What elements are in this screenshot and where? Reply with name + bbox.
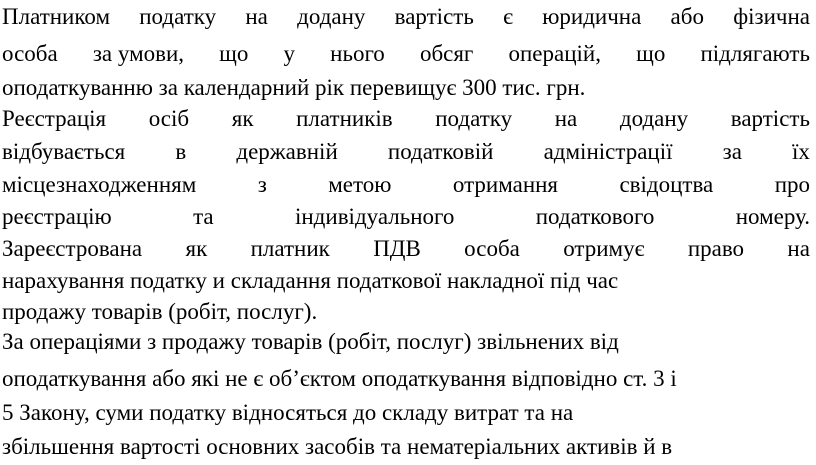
word: податку: [139, 4, 217, 29]
word: на: [245, 4, 268, 29]
word: за: [722, 139, 742, 164]
word: вартість: [730, 106, 810, 131]
word: про: [774, 172, 810, 197]
word: додану: [297, 4, 366, 29]
word: особа: [2, 41, 58, 66]
line-text: збільшення вартості основних засобів та нематеріальних активів й в: [2, 434, 673, 459]
word: що: [219, 41, 249, 66]
word: обсяг: [419, 41, 474, 66]
word: вартість: [394, 4, 474, 29]
p2-line-1: [2, 104, 810, 134]
word: їх: [792, 139, 810, 164]
word: індивідуального: [294, 204, 455, 229]
word: відбувається: [2, 139, 126, 164]
word: додану: [619, 106, 689, 131]
word: ПДВ: [373, 236, 421, 261]
line-text: оподаткуванню за календарний рік перевищує 300 тис. грн.: [2, 75, 586, 100]
p3-line-3: [2, 398, 573, 428]
word: з: [257, 172, 267, 197]
line-text: нарахування податку и складання податкової накладної під час: [2, 268, 619, 293]
word: у: [283, 41, 296, 66]
word: реєстрацію: [2, 204, 112, 229]
p2-line-4: [2, 202, 810, 232]
word: податку: [435, 106, 513, 131]
word: номеру.: [735, 204, 810, 229]
word: на: [554, 106, 578, 131]
p2-line-6: [2, 266, 618, 296]
p3-line-4: [2, 432, 672, 462]
p1-line-2: [2, 39, 810, 69]
word: в: [175, 139, 187, 164]
word: на: [787, 236, 810, 261]
word: операцій,: [508, 41, 601, 66]
word: платників: [296, 106, 393, 131]
word: свідоцтва: [619, 172, 714, 197]
word: осіб: [148, 106, 190, 131]
word: підлягають: [700, 41, 810, 66]
word: платник: [250, 236, 330, 261]
p3-line-1: [2, 327, 619, 357]
word: метою: [328, 172, 392, 197]
word: що: [636, 41, 666, 66]
word: особа: [464, 236, 520, 261]
word: отримання: [452, 172, 559, 197]
word: державній: [236, 139, 338, 164]
word: юридична: [542, 4, 642, 29]
p2-line-7: [2, 297, 317, 327]
p2-line-3: [2, 170, 810, 200]
word: адміністрації: [543, 139, 673, 164]
word: або: [670, 4, 704, 29]
line-text: продажу товарів (робіт, послуг).: [2, 299, 318, 324]
word: Реєстрація: [2, 106, 107, 131]
word: Платником: [2, 4, 110, 29]
word: нього: [330, 41, 385, 66]
p2-line-5: [2, 234, 810, 264]
p2-line-2: [2, 137, 810, 167]
line-text: оподаткування або які не є об’єктом оподаткування відповідно ст. 3 і: [2, 366, 677, 391]
word: податкового: [535, 204, 655, 229]
line-text: 5 Закону, суми податку відносяться до складу витрат та на: [2, 400, 574, 425]
word: є: [503, 4, 513, 29]
word: право: [687, 236, 745, 261]
word: як: [185, 236, 208, 261]
word: фізична: [733, 4, 810, 29]
word: як: [231, 106, 254, 131]
word: податковій: [387, 139, 494, 164]
word: Зареєстрована: [2, 236, 143, 261]
word: отримує: [563, 236, 645, 261]
line-text: За операціями з продажу товарів (робіт, послуг) звільнених від: [2, 329, 619, 354]
word: за умови,: [92, 41, 185, 66]
word: місцезнаходженням: [2, 172, 197, 197]
word: та: [193, 204, 214, 229]
p3-line-2: [2, 364, 677, 394]
p1-line-3: [2, 73, 585, 103]
p1-line-1: [2, 2, 810, 32]
